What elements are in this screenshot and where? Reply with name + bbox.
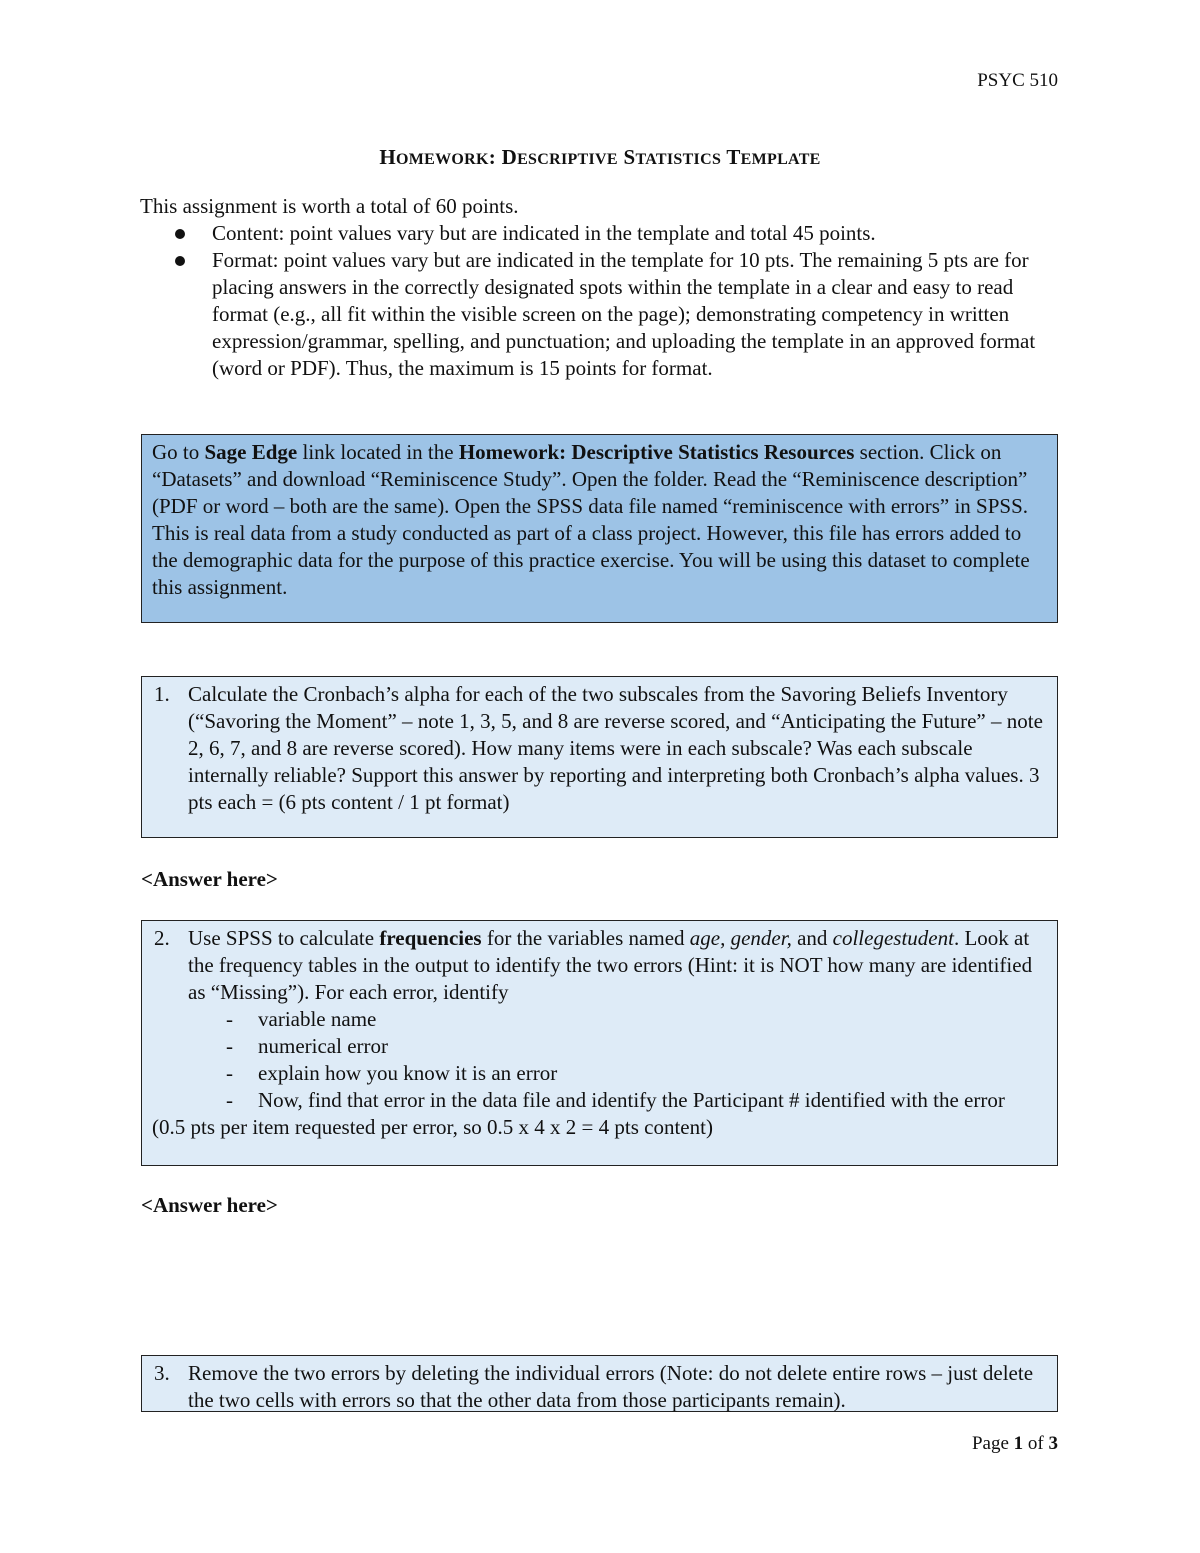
question-text: Use SPSS to calculate [188, 926, 380, 950]
title-rest: ESCRIPTIVE [517, 151, 618, 168]
list-item [152, 1033, 1047, 1060]
title-colon: : [488, 145, 497, 169]
page-footer [972, 1433, 1058, 1455]
resources-section-name: Homework: Descriptive Statistics Resources [458, 440, 855, 464]
page-label: Page [971, 1433, 1009, 1454]
question-2-box [141, 920, 1058, 1166]
dash-bullet: - [226, 1061, 233, 1085]
question-1-box [141, 676, 1058, 838]
page-title [0, 145, 1200, 170]
bullet-icon [175, 256, 185, 266]
dash-bullet: - [226, 1007, 233, 1031]
variable-name: collegestudent [832, 926, 954, 950]
question-1 [152, 681, 1047, 816]
title-cap: S [623, 145, 636, 169]
list-item [140, 220, 1060, 247]
question-text: for the variables named [481, 926, 690, 950]
page-number: 1 [1013, 1433, 1024, 1454]
question-number: 1. [154, 682, 170, 706]
variable-names: age, gender, [689, 926, 792, 950]
question-2 [152, 925, 1047, 1006]
sage-edge-link-text: Sage Edge [204, 440, 298, 464]
list-item [140, 247, 1060, 382]
answer-placeholder-1[interactable]: <Answer here> [141, 867, 278, 891]
question-text: and [791, 926, 833, 950]
title-rest: TATISTICS [635, 151, 722, 168]
title-rest: EMPLATE [740, 151, 821, 168]
title-cap: H [379, 145, 396, 169]
question-text: Remove the two errors by deleting the individual errors (Note: do not delete entire rows – just delete the two cells with errors so that the other data from those participants remain). [188, 1361, 1034, 1412]
page-total: 3 [1048, 1433, 1058, 1454]
dash-bullet: - [226, 1034, 233, 1058]
list-item [152, 1087, 1047, 1114]
title-rest: OMEWORK [395, 151, 489, 168]
page-header-course: PSYC 510 [977, 70, 1058, 91]
question-points: (0.5 pts per item requested per error, so 0.5 x 4 x 2 = 4 pts content) [152, 1115, 713, 1139]
dash-bullet: - [226, 1088, 233, 1112]
subitem-text: variable name [258, 1007, 377, 1031]
list-item [152, 1006, 1047, 1033]
bullet-icon [175, 229, 185, 239]
subitem-text: numerical error [258, 1034, 389, 1058]
subitem-text: Now, find that error in the data file and identify the Participant # identified with the error [258, 1088, 1005, 1112]
instructions-text: link located in the [297, 440, 459, 464]
of-label: of [1027, 1433, 1044, 1454]
subitem-text: explain how you know it is an error [258, 1061, 558, 1085]
bullet-text: Format: point values vary but are indicated in the template for 10 pts. The remaining 5 pts are for placing answers in the correctly designated spots within the template in a clear and easy to read format (e.g., all fit within the visible screen on the page); demonstrating competency in written expression/grammar, spelling, and punctuation; and uploading the template in an approved format (word or PDF). Thus, the maximum is 15 points for format. [212, 248, 1036, 380]
intro-bullet-list [140, 220, 1060, 382]
intro-text: This assignment is worth a total of 60 points. [140, 194, 519, 218]
title-cap: T [726, 145, 741, 169]
question-3 [152, 1360, 1047, 1414]
question-3-box [141, 1355, 1058, 1412]
question-number: 2. [154, 926, 170, 950]
question-text: . Look at the frequency tables in the output to identify the two errors (Hint: it is NOT how many are identified as “Missing”). For each error, identify [188, 926, 1033, 1004]
question-text: Calculate the Cronbach’s alpha for each of the two subscales from the Savoring Beliefs Inventory (“Savoring the Moment” – note 1, 3, 5, and 8 are reverse scored, and “Anticipating the Future” – note 2, 6, 7, and 8 are reverse scored). How many items were in each subscale? Was each subscale internally reliable? Support this answer by reporting and interpreting both Cronbach’s alpha values. 3 pts each = (6 pts content / 1 pt format) [188, 682, 1043, 814]
title-cap: D [501, 145, 518, 169]
question-text-bold: frequencies [379, 926, 482, 950]
instructions-text: section. Click on “Datasets” and download “Reminiscence Study”. Open the folder. Read the “Reminiscence description” (PDF or word – both are the same). Open the SPSS data file named “reminiscence with errors” in SPSS. This is real data from a study conducted as part of a class project. However, this file has errors added to the demographic data for the purpose of this practice exercise. You will be using this dataset to complete this assignment. [152, 440, 1030, 599]
bullet-text: Content: point values vary but are indicated in the template and total 45 points. [212, 221, 876, 245]
instructions-text: Go to [152, 440, 205, 464]
instructions-box [141, 434, 1058, 623]
question-number: 3. [154, 1361, 170, 1385]
list-item [152, 1060, 1047, 1087]
answer-placeholder-2[interactable]: <Answer here> [141, 1193, 278, 1217]
